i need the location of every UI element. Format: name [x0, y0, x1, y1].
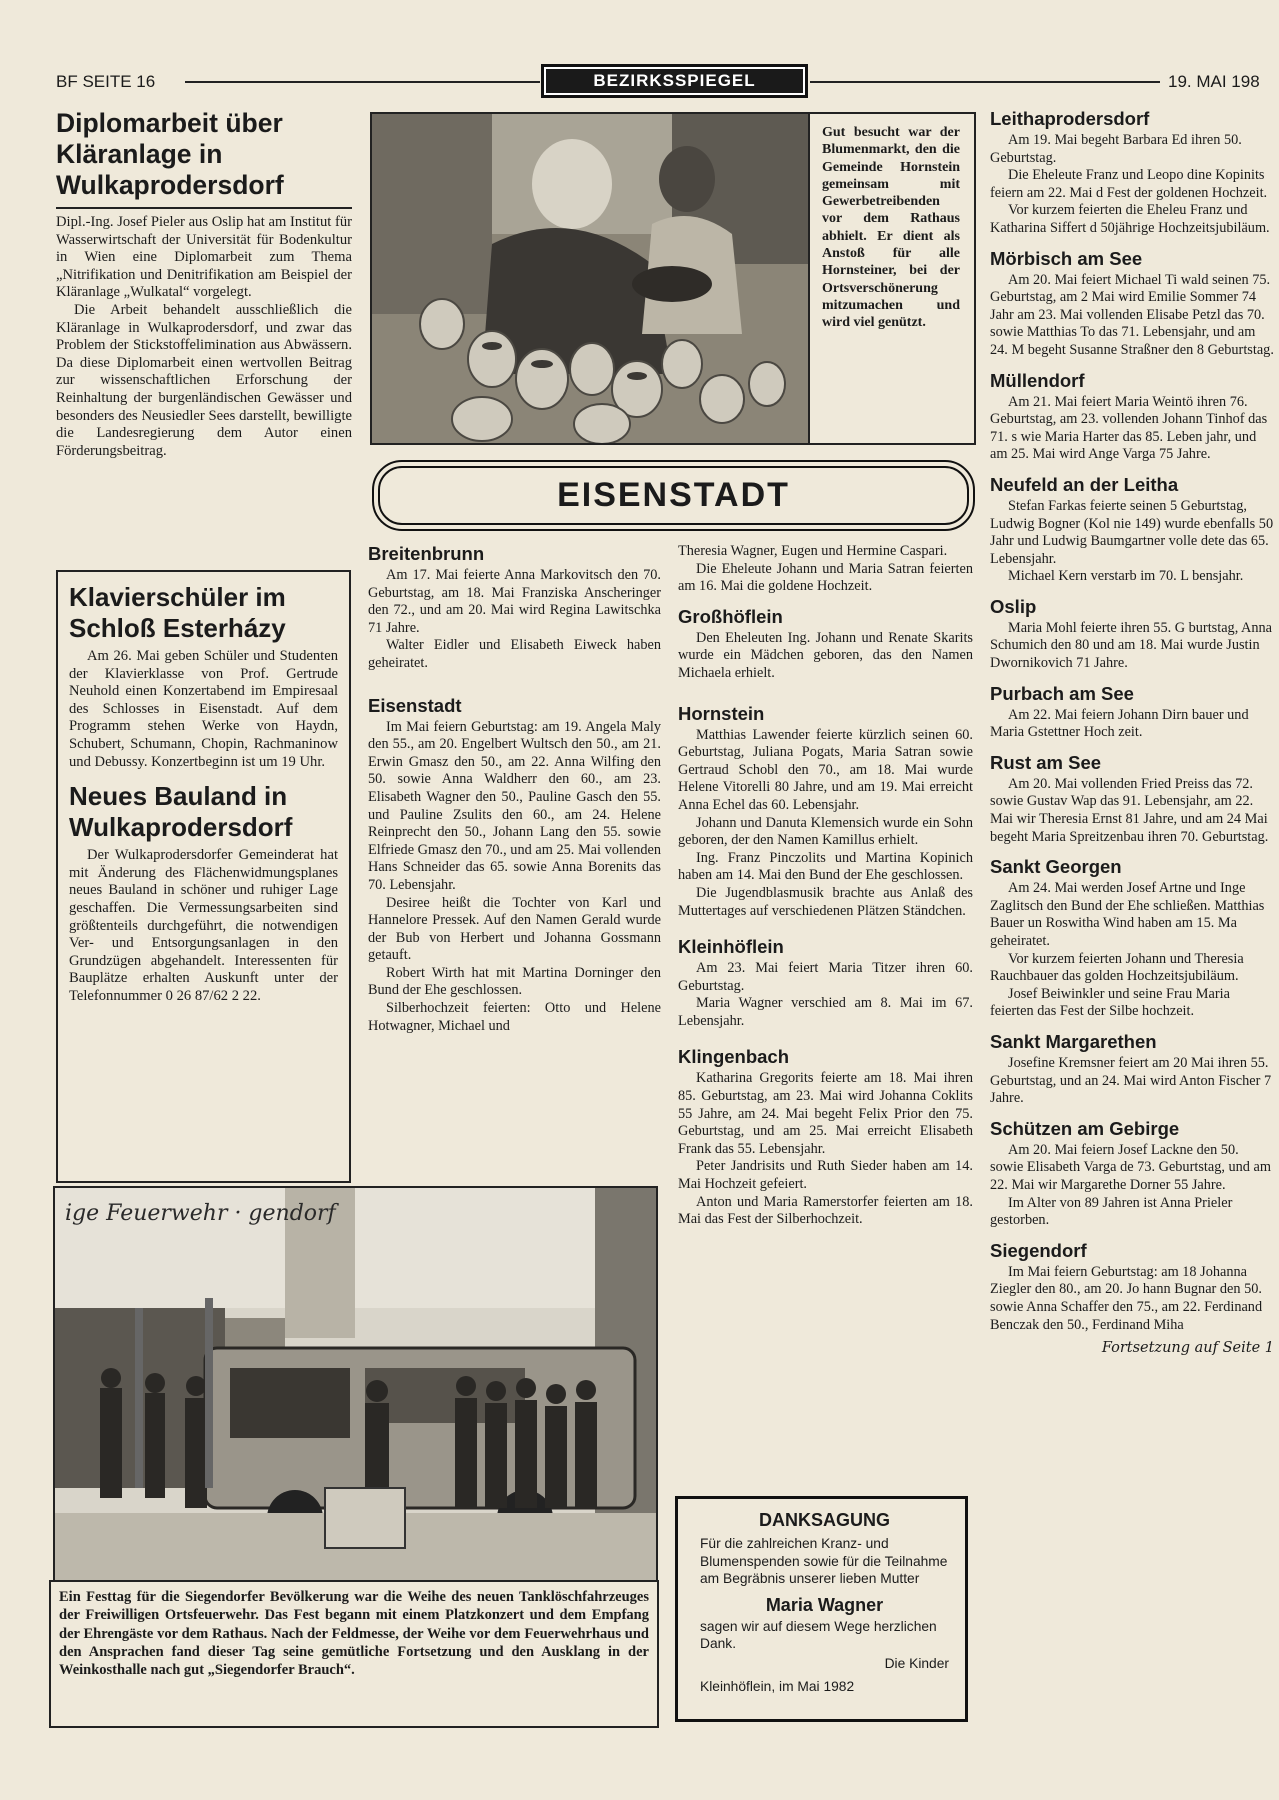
news-paragraph: Den Eheleuten Ing. Johann und Renate Skarits wurde ein Mädchen geboren, das den Namen Michaela erhielt. — [678, 629, 973, 681]
news-section — [678, 1046, 973, 1228]
section-title: Neufeld an der Leitha — [990, 473, 1179, 495]
danksagung-notice — [675, 1496, 968, 1722]
eisenstadt-banner — [372, 460, 975, 531]
news-section — [990, 1240, 1274, 1334]
firetruck-photo-image — [55, 1188, 658, 1580]
section-title: Siegendorf — [990, 1239, 1087, 1261]
news-paragraph: Am 20. Mai feiern Josef Lackne den 50. sowie Elisabeth Varga de 73. Geburtstag, und am 22. Mai wir Margarethe Dorner 55 Jahre. — [990, 1141, 1271, 1193]
section-title: Purbach am See — [990, 682, 1134, 704]
section-title: Leithaprodersdorf — [990, 108, 1150, 129]
section-title: Mörbisch am See — [990, 247, 1143, 269]
news-paragraph: Robert Wirth hat mit Martina Dorninger den Bund der Ehe geschlossen. — [368, 964, 661, 999]
news-section — [990, 856, 1274, 1021]
photo2-caption-box — [49, 1580, 659, 1728]
news-paragraph: Am 24. Mai werden Josef Artne und Inge Zaglitsch den Bund der Ehe schließen. Matthias Bauer un Roswitha Wind haben am 15. Ma geheiratet. — [990, 880, 1265, 949]
news-paragraph: Katharina Gregorits feierte am 18. Mai ihren 85. Geburtstag, am 23. Mai wird Johanna Coklits 55 Jahre, am 24. Mai begeht Felix Prior den 75. Geburtstag, und am 25. Mai erreicht Elisabeth Frank das 55. Lebensjahr. — [678, 1070, 973, 1157]
news-paragraph: Am 22. Mai feiern Johann Dirn bauer und Maria Gstettner Hoch zeit. — [990, 706, 1249, 741]
news-section — [368, 695, 661, 1036]
header-rule-left — [185, 81, 540, 83]
news-paragraph: Maria Mohl feierte ihren 55. G burtstag, Anna Schumich den 80 und am 18. Mai wurde Justin Dwornikovich 71 Jahre. — [990, 619, 1273, 672]
section-title: Schützen am Gebirge — [990, 1117, 1180, 1139]
notice-place: Kleinhöflein, im Mai 1982 — [700, 1679, 855, 1694]
section-label: BEZIRKSSPIEGEL — [546, 69, 803, 93]
news-section — [990, 248, 1274, 360]
news-paragraph: Peter Jandrisits und Ruth Sieder haben am 14. Mai Hochzeit gefeiert. — [678, 1158, 973, 1193]
news-paragraph: Am 20. Mai feiert Michael Ti wald seinen 75. Geburtstag, am 2 Mai wird Emilie Sommer 74 Jahr am 23. Mai vollenden Elisabe Petzl das 70. sowie Matthias To das 71. Lebensjahr, und am 24. M begeht Susanne Straßner den 8 Geburtstag. — [990, 271, 1274, 358]
news-paragraph: Stefan Farkas feierte seinen 5 Geburtstag, Ludwig Bogner (Kol nie 149) wurde ebenfalls 50 Jahr und Ludwig Baumgartner volle dete das 65. Lebensjahr. — [990, 497, 1274, 567]
news-paragraph: Josef Beiwinkler und seine Frau Maria feierten das Fest der Silbe hochzeit. — [990, 985, 1230, 1020]
section-title: Eisenstadt — [368, 694, 462, 716]
photo-caption-box — [810, 112, 976, 445]
title-rule — [56, 207, 352, 209]
news-section — [990, 752, 1274, 846]
section-title: Kleinhöflein — [678, 936, 784, 958]
page-date: 19. MAI 198 — [1168, 72, 1260, 91]
news-paragraph: Am 23. Mai feiert Maria Titzer ihren 60. Geburtstag. — [678, 960, 973, 994]
news-section — [678, 703, 973, 921]
column-right — [990, 108, 1279, 1760]
article-title: Klavierschüler im Schloß Esterházy — [69, 582, 286, 643]
news-section — [990, 1118, 1274, 1230]
header-rule-right — [810, 81, 1160, 83]
photo-feuerwehr — [53, 1186, 658, 1580]
news-paragraph: Silberhochzeit feierten: Otto und Helene Hotwagner, Michael und — [368, 1000, 661, 1034]
news-paragraph: Die Eheleute Johann und Maria Satran feierten am 16. Mai die goldene Hochzeit. — [678, 560, 973, 595]
news-section — [990, 474, 1274, 586]
news-section — [678, 606, 973, 683]
news-paragraph: Die Jugendblasmusik brachte aus Anlaß des Muttertages auf verschiedenen Plätzen Ständchen. — [678, 884, 973, 919]
news-section — [368, 543, 661, 673]
news-section — [990, 596, 1274, 673]
article-paragraph: Dipl.-Ing. Josef Pieler aus Oslip hat am Institut für Wasserwirtschaft der Universität für Bodenkultur in Wien eine Diplomarbeit zum Thema „Nitrifikation und Denitrifikation am Beispiel der Kläranlage „Wulkatal“ vorgelegt. — [56, 214, 352, 301]
news-paragraph: Im Alter von 89 Jahren ist Anna Prieler gestorben. — [990, 1194, 1233, 1229]
news-paragraph: Ing. Franz Pinczolits und Martina Kopinich haben am 14. Mai den Bund der Ehe geschlossen. — [678, 849, 973, 884]
banner-title: EISENSTADT — [378, 466, 969, 525]
news-section — [990, 683, 1274, 742]
photo-caption: Ein Festtag für die Siegendorfer Bevölkerung war die Weihe des neuen Tanklöschfahrzeuges der Freiwilligen Ortsfeuerwehr. Das Fest begann mit einem Platzkonzert und dem Empfang der Ehrengäste vor dem Rathaus. Nach der Feldmesse, der Weihe vor dem Feuerwehrhaus und den Ansprachen fand dieser Tag seine gemütliche Fortsetzung und den Ausklang in der Weinkosthalle nach gut „Siegendorfer Brauch“. — [59, 1589, 649, 1679]
news-paragraph: Am 20. Mai vollenden Fried Preiss das 72. sowie Gustav Wap das 91. Lebensjahr, am 22. Mai wir Theresia Ernst 81 Jahre, und am 24 Mai begeht Maria Spreitzenbau ihren 70. Geburtstag. — [990, 775, 1269, 845]
news-section — [678, 543, 973, 596]
section-title: Müllendorf — [990, 369, 1085, 391]
article-paragraph: Der Wulkaprodersdorfer Gemeinderat hat mit Änderung des Flächenwidmungsplanes neues Bauland in schöner und ruhiger Lage geschaffen. Die Vermessungsarbeiten sind größtenteils durchgeführt, die notwendigen Ver- und Entsorgungsanlagen in den Grundzügen abgehandelt. Interessenten für Bauplätze erhalten Auskunft unter der Telefonnummer 0 26 87/62 2 22. — [69, 847, 338, 1004]
news-paragraph: Anton und Maria Ramerstorfer feierten am 18. Mai das Fest der Silberhochzeit. — [678, 1193, 973, 1228]
news-paragraph: Josefine Kremsner feiert am 20 Mai ihren 55. Geburtstag, und an 24. Mai wird Anton Fischer 7 Jahre. — [990, 1054, 1272, 1107]
notice-title: DANKSAGUNG — [758, 1510, 890, 1530]
news-paragraph: Desiree heißt die Tochter von Karl und Hannelore Pressek. Auf den Namen Gerald wurde der Bub von Herbert und Johanna Gossmann getauft. — [368, 894, 661, 964]
news-paragraph: Vor kurzem feierten Johann und Theresia Rauchbauer das golden Hochzeitsjubiläum. — [990, 950, 1244, 985]
building-sign: ige Feuerwehr · gendorf — [65, 1201, 336, 1226]
section-title: Sankt Margarethen — [990, 1030, 1157, 1052]
news-paragraph: Die Eheleute Franz und Leopo dine Kopinits feiern am 22. Mai d Fest der goldenen Hochzeit. — [990, 167, 1268, 201]
continued-note: Fortsetzung auf Seite 1 — [1101, 1340, 1274, 1357]
notice-text: Für die zahlreichen Kranz- und Blumenspenden sowie für die Teilnahme am Begräbnis unserer lieben Mutter — [700, 1536, 948, 1586]
section-title: Oslip — [990, 595, 1037, 617]
market-photo-image — [372, 114, 810, 445]
article-paragraph: Am 26. Mai geben Schüler und Studenten der Klavierklasse von Prof. Gertrude Neuhold einen Konzertabend im Empiresaal des Schlosses in Eisenstadt. Auf dem Programm stehen Werke von Haydn, Schubert, Schumann, Chopin, Rachmaninow und Debussy. Konzertbeginn ist um 19 Uhr. — [69, 648, 338, 770]
news-paragraph: Michael Kern verstarb im 70. L bensjahr. — [1008, 568, 1244, 585]
article-title: Diplomarbeit über Kläranlage in Wulkaprodersdorf — [56, 108, 284, 200]
section-label-box — [541, 64, 808, 98]
news-paragraph: Im Mai feiern Geburtstag: am 19. Angela Maly den 55., am 20. Engelbert Wultsch den 50., am 21. Erwin Gmasz den 50., am 22. Anna Wilfing den 50. sowie Anna Waldherr den 60., am 23. Elisabeth Wagner den 50., Pauline Gasch den 55. und Pauline Zsulits den 60., am 24. Helene Reinprecht den 50., Johann Lang den 55. sowie Elfriede Gmasz den 70., und am 25. Mai vollenden Hans Schneider das 65. sowie Anna Borenits das 70. Lebensjahr. — [368, 718, 661, 893]
news-paragraph: Matthias Lawender feierte kürzlich seinen 60. Geburtstag, Juliana Pogats, Maria Satran sowie Gertraud Schobl den 70., am 18. Mai wurde Helene Vitorelli 80 Jahre, und am 19. Mai erreicht Anna Echel das 60. Lebensjahr. — [678, 726, 973, 813]
article-title: Neues Bauland in Wulkaprodersdorf — [69, 781, 293, 843]
notice-thanks: sagen wir auf diesem Wege herzlichen Dank. — [700, 1618, 937, 1651]
news-paragraph: Am 17. Mai feierte Anna Markovitsch den 70. Geburtstag, am 18. Mai Franziska Anscheringer den 72., und am 20. Mai wird Regina Lawitschka 71 Jahre. — [368, 567, 661, 636]
boxed-articles — [56, 570, 351, 1183]
news-paragraph: Johann und Danuta Klemensich wurde ein Sohn geboren, der den Namen Kamillus erhielt. — [678, 814, 973, 849]
section-title: Großhöflein — [678, 605, 783, 627]
section-title: Rust am See — [990, 751, 1102, 773]
section-title: Sankt Georgen — [990, 856, 1122, 878]
section-title: Hornstein — [678, 702, 765, 724]
column-middle-left — [368, 543, 661, 1035]
news-section — [990, 370, 1274, 464]
notice-from: Die Kinder — [884, 1655, 949, 1671]
photo-blumenmarkt — [370, 112, 810, 445]
column-middle-right — [678, 543, 973, 1229]
photo-caption: Gut besucht war der Blumenmarkt, den die Gemeinde Hornstein gemeinsam mit Gewerbetreibenden vor dem Rathaus abhielt. Er dient als Anstoß für alle Hornsteiner, bei der Ortsverschönerung mitzumachen und wird viel genützt. — [822, 125, 960, 331]
article-diplomarbeit — [56, 108, 352, 460]
news-section — [990, 1031, 1274, 1108]
news-paragraph: Walter Eidler und Elisabeth Eiweck haben geheiratet. — [368, 637, 661, 671]
page-number: BF SEITE 16 — [56, 72, 156, 91]
section-title: Breitenbrunn — [368, 543, 485, 564]
section-title: Klingenbach — [678, 1046, 790, 1068]
news-paragraph: Am 21. Mai feiert Maria Weintö ihren 76. Geburtstag, am 23. vollenden Johann Tinhof das 71. s wie Maria Harter das 85. Leben jahr, und am 25. Mai wird Ange Varga 75 Jahre. — [990, 393, 1268, 463]
article-paragraph: Die Arbeit behandelt ausschließlich die Kläranlage in Wulkaprodersdorf, und zwar das Problem der Stickstoffelimination aus Abwässern. Da diese Diplomarbeit einen wertvollen Beitrag zur wissenschaftlichen Erforschung der Reinhaltung der burgenländischen Gewässer und besonders des Neusiedler Sees darstellt, bewilligte die Landesregierung dem Autor einen Förderungsbeitrag. — [56, 301, 352, 459]
news-section — [678, 936, 973, 1030]
news-paragraph: Am 19. Mai begeht Barbara Ed ihren 50. Geburtstag. — [990, 132, 1242, 166]
news-paragraph: Theresia Wagner, Eugen und Hermine Caspari. — [678, 543, 948, 559]
news-section — [990, 108, 1274, 238]
news-paragraph: Vor kurzem feierten die Eheleu Franz und Katharina Siffert d 50jährige Hochzeitsjubiläum. — [990, 202, 1270, 236]
notice-name: Maria Wagner — [765, 1594, 884, 1615]
news-paragraph: Im Mai feiern Geburtstag: am 18 Johanna Ziegler den 80., am 20. Jo hann Bugnar den 50. sowie Anna Schaffer den 75., am 22. Ferdinand Benczak den 50., Ferdinand Miha — [990, 1263, 1263, 1333]
news-paragraph: Maria Wagner verschied am 8. Mai im 67. Lebensjahr. — [678, 995, 973, 1029]
